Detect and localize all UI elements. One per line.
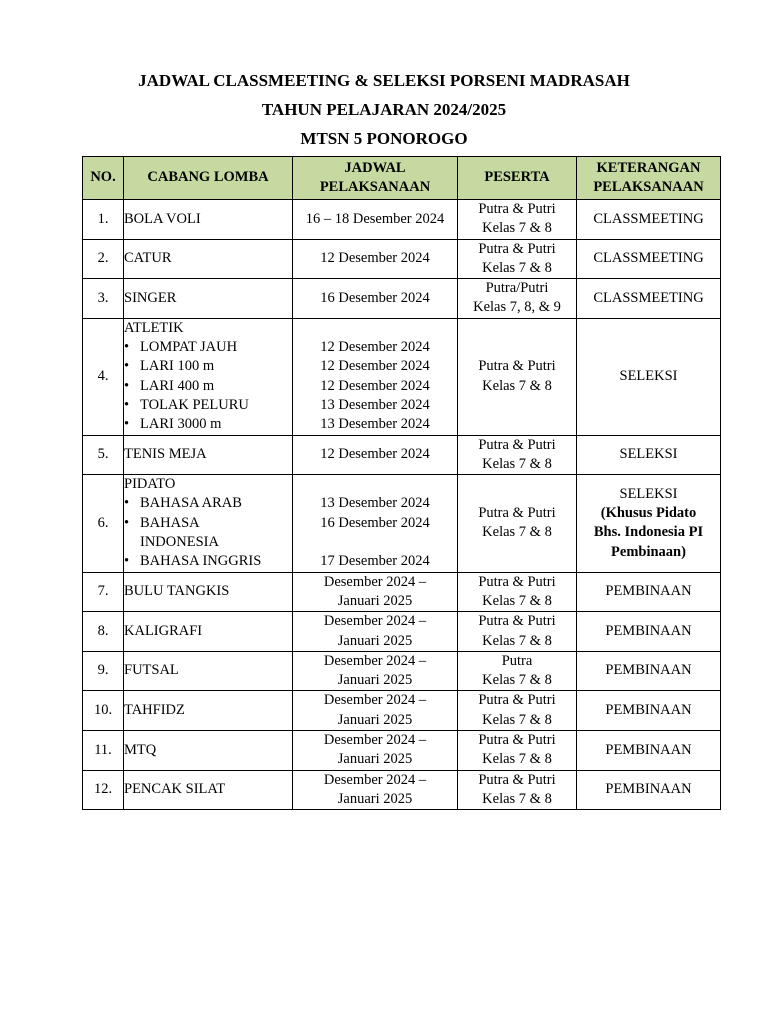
row-keterangan: PEMBINAAN [577,770,721,810]
peserta-line1: Putra & Putri [478,692,556,709]
table-row [83,475,721,572]
table-row [83,770,721,810]
jadwal-date: 13 Desember 2024 [320,416,430,433]
row-jadwal [293,572,458,612]
row-peserta [458,475,577,572]
peserta-line1: Putra & Putri [478,505,556,522]
table-row [83,731,721,771]
column-header-cabang: CABANG LOMBA [124,157,293,200]
row-jadwal: 16 – 18 Desember 2024 [293,200,458,240]
column-header-jadwal-line1: JADWAL [344,159,406,176]
jadwal-line2: Januari 2025 [337,751,413,768]
peserta-line1: Putra/Putri [485,280,549,297]
row-cabang: MTQ [124,731,293,771]
row-jadwal: 12 Desember 2024 [293,239,458,279]
peserta-line1: Putra & Putri [478,436,556,453]
row-keterangan: CLASSMEETING [577,239,721,279]
jadwal-line1: Desember 2024 – [323,613,427,630]
peserta-line2: Kelas 7 & 8 [482,377,552,394]
jadwal-date: 12 Desember 2024 [320,339,430,356]
row-no: 12. [83,770,124,810]
list-item: • LARI 400 m [124,377,292,396]
peserta-line2: Kelas 7 & 8 [482,259,552,276]
jadwal-line2: Januari 2025 [337,672,413,689]
table-row [83,200,721,240]
table-header-row [83,157,721,200]
peserta-line1: Putra & Putri [478,613,556,630]
peserta-line2: Kelas 7 & 8 [482,672,552,689]
peserta-line2: Kelas 7 & 8 [482,711,552,728]
table-row [83,691,721,731]
jadwal-date: 17 Desember 2024 [320,553,430,570]
title-line-3: MTSN 5 PONOROGO [300,129,468,148]
jadwal-date: 13 Desember 2024 [320,495,430,512]
title-line-1: JADWAL CLASSMEETING & SELEKSI PORSENI MADRASAH [138,71,630,90]
row-cabang: CATUR [124,239,293,279]
list-item [124,514,292,553]
row-keterangan: PEMBINAAN [577,731,721,771]
ket-note-line2: Bhs. Indonesia PI [593,524,704,541]
peserta-line2: Kelas 7 & 8 [482,455,552,472]
peserta-line2: Kelas 7 & 8 [482,790,552,807]
list-item-line1: • BAHASA [140,514,200,531]
peserta-line2: Kelas 7 & 8 [482,524,552,541]
row-peserta [458,318,577,435]
row-cabang [124,318,293,435]
jadwal-line2: Januari 2025 [337,790,413,807]
row-peserta [458,200,577,240]
row-keterangan: PEMBINAAN [577,651,721,691]
row-peserta [458,651,577,691]
peserta-line1: Putra & Putri [478,240,556,257]
sub-event-list [124,494,292,571]
row-no: 8. [83,612,124,652]
row-peserta [458,239,577,279]
row-jadwal [293,691,458,731]
table-row [83,279,721,319]
row-cabang: FUTSAL [124,651,293,691]
peserta-line1: Putra & Putri [478,201,556,217]
table-row [83,651,721,691]
row-no: 3. [83,279,124,319]
column-header-no: NO. [83,157,124,200]
row-jadwal: 16 Desember 2024 [293,279,458,319]
ket-note-line1: (Khusus Pidato [600,505,697,522]
row-jadwal: 12 Desember 2024 [293,435,458,475]
column-header-ket-line1: KETERANGAN [596,159,701,176]
column-header-keterangan [577,157,721,200]
column-header-peserta: PESERTA [458,157,577,200]
peserta-line2: Kelas 7 & 8 [482,220,552,237]
jadwal-date: 12 Desember 2024 [320,377,430,394]
row-no: 1. [83,200,124,240]
list-item-line2: INDONESIA [140,534,219,551]
row-cabang-title: ATLETIK [124,319,184,336]
row-jadwal [293,770,458,810]
peserta-line1: Putra & Putri [478,732,556,749]
row-cabang [124,475,293,572]
row-keterangan [577,475,721,572]
row-jadwal [293,651,458,691]
list-item: • TOLAK PELURU [124,396,292,415]
row-cabang: TENIS MEJA [124,435,293,475]
list-item: • LARI 100 m [124,357,292,376]
row-keterangan: PEMBINAAN [577,691,721,731]
table-row [83,435,721,475]
row-keterangan: PEMBINAAN [577,612,721,652]
ket-label: SELEKSI [619,485,678,502]
table-row [83,239,721,279]
jadwal-line2: Januari 2025 [337,632,413,649]
row-peserta [458,691,577,731]
jadwal-line1: Desember 2024 – [323,692,427,709]
row-no: 4. [83,318,124,435]
row-keterangan: PEMBINAAN [577,572,721,612]
row-cabang: KALIGRAFI [124,612,293,652]
row-cabang: BULU TANGKIS [124,572,293,612]
row-no: 10. [83,691,124,731]
list-item: • LARI 3000 m [124,415,292,434]
jadwal-date: 12 Desember 2024 [320,358,430,375]
row-peserta [458,612,577,652]
peserta-line1: Putra & Putri [478,573,556,590]
row-no: 9. [83,651,124,691]
row-jadwal [293,318,458,435]
jadwal-date: 16 Desember 2024 [320,514,430,531]
row-cabang: SINGER [124,279,293,319]
row-peserta [458,770,577,810]
document-title-block [0,66,768,153]
peserta-line1: Putra & Putri [478,358,556,375]
jadwal-line1: Desember 2024 – [323,573,427,590]
row-cabang: BOLA VOLI [124,200,293,240]
row-jadwal [293,612,458,652]
row-cabang-title: PIDATO [124,476,176,493]
sub-event-list [124,338,292,434]
jadwal-line1: Desember 2024 – [323,771,427,788]
column-header-jadwal [293,157,458,200]
row-no: 2. [83,239,124,279]
row-peserta [458,279,577,319]
jadwal-line1: Desember 2024 – [323,652,427,669]
row-peserta [458,572,577,612]
row-jadwal [293,475,458,572]
row-jadwal [293,731,458,771]
row-keterangan: SELEKSI [577,318,721,435]
row-no: 11. [83,731,124,771]
peserta-line2: Kelas 7 & 8 [482,632,552,649]
peserta-line1: Putra [501,652,533,669]
column-header-ket-line2: PELAKSANAAN [593,179,704,195]
peserta-line1: Putra & Putri [478,771,556,788]
row-cabang: PENCAK SILAT [124,770,293,810]
list-item: • BAHASA INGGRIS [124,552,292,571]
row-keterangan: CLASSMEETING [577,200,721,240]
peserta-line2: Kelas 7, 8, & 9 [473,299,561,316]
jadwal-line2: Januari 2025 [337,592,413,609]
peserta-line2: Kelas 7 & 8 [482,751,552,768]
jadwal-line1: Desember 2024 – [323,732,427,749]
jadwal-line2: Januari 2025 [337,711,413,728]
row-keterangan: CLASSMEETING [577,279,721,319]
row-keterangan: SELEKSI [577,435,721,475]
column-header-jadwal-line2: PELAKSANAAN [319,179,431,195]
row-cabang: TAHFIDZ [124,691,293,731]
row-no: 7. [83,572,124,612]
table-row [83,318,721,435]
schedule-table [82,156,721,810]
ket-note-line3: Pembinaan) [611,543,686,560]
row-peserta [458,731,577,771]
row-no: 6. [83,475,124,572]
jadwal-date: 13 Desember 2024 [320,396,430,413]
table-row [83,572,721,612]
table-row [83,612,721,652]
list-item: • BAHASA ARAB [124,494,292,513]
title-line-2: TAHUN PELAJARAN 2024/2025 [261,100,507,119]
row-peserta [458,435,577,475]
row-no: 5. [83,435,124,475]
list-item: • LOMPAT JAUH [124,338,292,357]
peserta-line2: Kelas 7 & 8 [482,592,552,609]
